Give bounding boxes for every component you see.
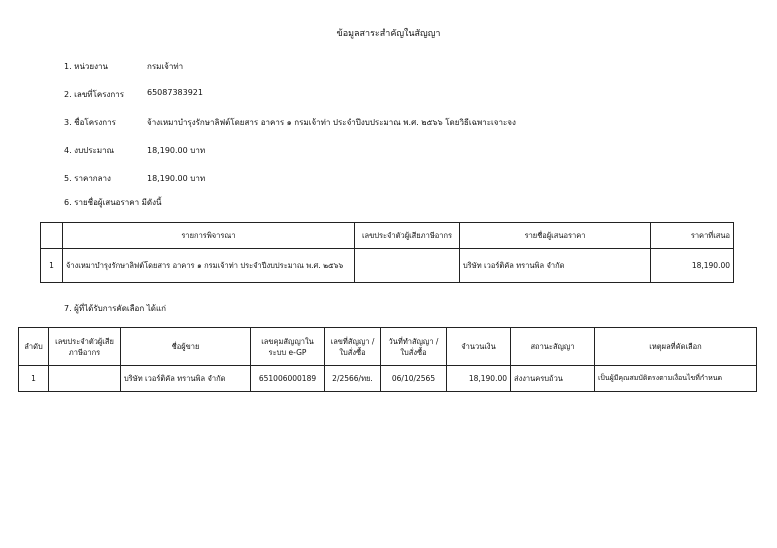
winner-header-reason: เหตุผลที่คัดเลือก (595, 328, 757, 366)
bidders-header-taxid: เลขประจำตัวผู้เสียภาษีอากร (355, 223, 460, 249)
bidders-table-header (41, 223, 734, 249)
bidders-header-bidder: รายชื่อผู้เสนอราคา (460, 223, 651, 249)
section-6-heading: 6. รายชื่อผู้เสนอราคา มีดังนี้ (64, 198, 162, 207)
bidders-cell-no: 1 (41, 249, 63, 283)
field-label-project-name: 3. ชื่อโครงการ (64, 118, 116, 127)
document-title: ข้อมูลสาระสำคัญในสัญญา (336, 29, 441, 39)
winner-table (18, 327, 757, 392)
bidders-header-item: รายการพิจารณา (63, 223, 355, 249)
field-value-project-id: 65087383921 (147, 88, 203, 97)
table-row (19, 366, 757, 392)
field-value-project-name: จ้างเหมาบำรุงรักษาลิฟต์โดยสาร อาคาร ๑ กรมเจ้าท่า ประจำปีงบประมาณ พ.ศ. ๒๕๖๖ โดยวิธีเฉพาะเจาะจง (147, 118, 516, 127)
winner-header-contract-no: เลขที่สัญญา / ใบสั่งซื้อ (325, 328, 381, 366)
winner-header-no: ลำดับ (19, 328, 49, 366)
bidders-header-no (41, 223, 63, 249)
table-row (41, 249, 734, 283)
field-label-project-id: 2. เลขที่โครงการ (64, 90, 125, 99)
winner-header-egp-no: เลขคุมสัญญาในระบบ e-GP (251, 328, 325, 366)
winner-table-header (19, 328, 757, 366)
section-7-heading: 7. ผู้ที่ได้รับการคัดเลือก ได้แก่ (64, 304, 166, 313)
bidders-table (40, 222, 734, 283)
winner-cell-no: 1 (19, 366, 49, 392)
winner-cell-amount: 18,190.00 (447, 366, 511, 392)
winner-cell-taxid (49, 366, 121, 392)
bidders-cell-taxid (355, 249, 460, 283)
field-label-budget: 4. งบประมาณ (64, 146, 115, 155)
winner-header-status: สถานะสัญญา (511, 328, 595, 366)
field-value-budget: 18,190.00 บาท (147, 146, 206, 155)
winner-cell-reason: เป็นผู้มีคุณสมบัติตรงตามเงื่อนไขที่กำหนด (595, 366, 757, 392)
field-value-median-price: 18,190.00 บาท (147, 174, 206, 183)
winner-cell-egp-no: 651006000189 (251, 366, 325, 392)
field-value-agency: กรมเจ้าท่า (147, 62, 184, 71)
bidders-header-price: ราคาที่เสนอ (651, 223, 734, 249)
winner-header-vendor: ชื่อผู้ขาย (121, 328, 251, 366)
bidders-cell-bidder: บริษัท เวอร์ติคัล ทรานพิล จำกัด (460, 249, 651, 283)
winner-header-amount: จำนวนเงิน (447, 328, 511, 366)
winner-header-taxid: เลขประจำตัวผู้เสียภาษีอากร (49, 328, 121, 366)
field-label-agency: 1. หน่วยงาน (64, 62, 108, 71)
bidders-cell-item: จ้างเหมาบำรุงรักษาลิฟต์โดยสาร อาคาร ๑ กรมเจ้าท่า ประจำปีงบประมาณ พ.ศ. ๒๕๖๖ (63, 249, 355, 283)
winner-cell-contract-date: 06/10/2565 (381, 366, 447, 392)
field-label-median-price: 5. ราคากลาง (64, 174, 111, 183)
winner-cell-contract-no: 2/2566/ทย. (325, 366, 381, 392)
winner-header-contract-date: วันที่ทำสัญญา / ใบสั่งซื้อ (381, 328, 447, 366)
bidders-cell-price: 18,190.00 (651, 249, 734, 283)
winner-cell-vendor: บริษัท เวอร์ติคัล ทรานพิล จำกัด (121, 366, 251, 392)
winner-cell-status: ส่งงานครบถ้วน (511, 366, 595, 392)
